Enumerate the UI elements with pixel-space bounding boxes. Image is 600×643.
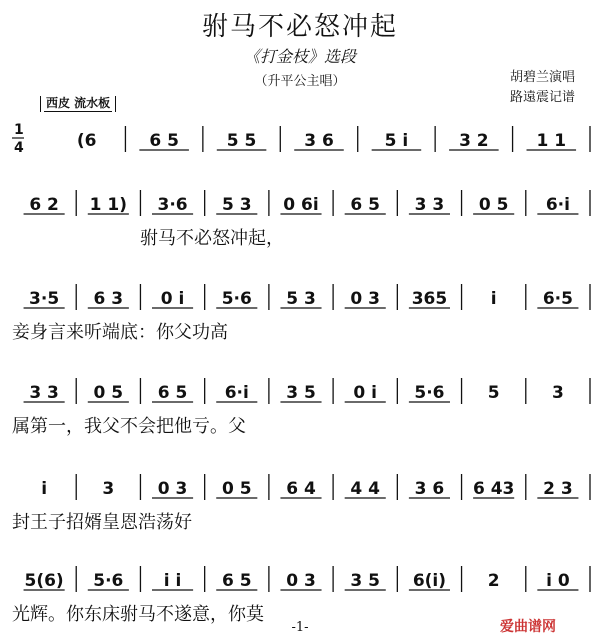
transcriber-credit: 路遠震记谱 xyxy=(510,90,576,105)
measure-notes: 5 i xyxy=(384,131,409,151)
lyric-line-5: 光辉。你东床驸马不遂意，你莫 xyxy=(12,604,264,625)
measure-notes: 6 2 xyxy=(29,195,59,215)
measure-notes: i xyxy=(490,289,497,309)
measure-notes: i i xyxy=(163,571,182,591)
measure-notes: 1 1 xyxy=(536,131,567,151)
measure-notes: 3·6 xyxy=(157,195,188,215)
measure-notes: 0 5 xyxy=(478,195,509,215)
measure-notes: 0 i xyxy=(160,289,185,309)
measure-notes: 0 i xyxy=(353,383,378,403)
lyric-line-4: 封王子招婿皇恩浩荡好 xyxy=(12,512,192,533)
measure-notes: 6 43 xyxy=(472,479,515,499)
opera-excerpt-subtitle: 《打金枝》选段 xyxy=(243,47,356,66)
measure-notes: 3 xyxy=(102,479,115,499)
measure-notes: 3 xyxy=(551,383,564,403)
site-watermark: 爱曲谱网 xyxy=(500,619,556,635)
measure-notes: 6(i) xyxy=(412,571,447,591)
measure-notes: 4 4 xyxy=(350,479,381,499)
measure-notes: 2 xyxy=(487,571,500,591)
performance-note: （升平公主唱） xyxy=(254,74,346,89)
measure-notes: 6 5 xyxy=(149,131,179,151)
lyric-line-2: 妾身言来听端底：你父功高 xyxy=(12,322,228,343)
measure-notes: 3 6 xyxy=(414,479,445,499)
measure-notes: 5 3 xyxy=(286,289,316,309)
time-signature-bottom: 4 xyxy=(14,140,24,156)
measure-notes: 6 5 xyxy=(350,195,381,215)
measure-notes: 0 6i xyxy=(283,195,319,215)
page-number: -1- xyxy=(291,620,309,635)
measure-notes: 5 5 xyxy=(226,131,257,151)
measure-notes: 3 6 xyxy=(304,131,334,151)
measure-notes: 3 3 xyxy=(29,383,59,403)
measure-notes: 6 5 xyxy=(157,383,188,403)
measure-notes: 6 5 xyxy=(221,571,252,591)
measure-notes: 6·5 xyxy=(542,289,573,309)
measure-notes: 0 5 xyxy=(221,479,252,499)
measure-notes: (6 xyxy=(76,131,97,151)
measure-notes: 5 3 xyxy=(221,195,252,215)
measure-notes: 5·6 xyxy=(221,289,252,309)
measure-notes: 3 2 xyxy=(459,131,489,151)
measure-notes: i 0 xyxy=(546,571,570,591)
measure-notes: 5 xyxy=(487,383,500,403)
measure-notes: 3 5 xyxy=(350,571,381,591)
measure-notes: 365 xyxy=(411,289,448,309)
performer-credit: 胡碧兰演唱 xyxy=(510,70,576,85)
measure-notes: 2 3 xyxy=(543,479,573,499)
measure-notes: i xyxy=(41,479,48,499)
measure-notes: 5·6 xyxy=(93,571,124,591)
measure-notes: 0 3 xyxy=(350,289,381,309)
measure-notes: 0 3 xyxy=(286,571,316,591)
measure-notes: 0 5 xyxy=(93,383,124,403)
lyric-line-1: 驸马不必怒冲起， xyxy=(140,228,284,249)
mode-tempo-label: 西皮 流水板 xyxy=(46,96,111,110)
measure-notes: 0 3 xyxy=(157,479,188,499)
measure-notes: 1 1) xyxy=(89,195,128,215)
measure-notes: 3 3 xyxy=(414,195,445,215)
time-signature-top: 1 xyxy=(14,122,24,138)
measure-notes: 5·6 xyxy=(414,383,445,403)
song-title: 驸马不必怒冲起 xyxy=(201,12,398,42)
measure-notes: 3·5 xyxy=(29,289,60,309)
measure-notes: 3 5 xyxy=(286,383,316,403)
measure-notes: 6·i xyxy=(224,383,249,403)
measure-notes: 5(6) xyxy=(24,571,64,591)
measure-notes: 6 3 xyxy=(93,289,124,309)
measure-notes: 6·i xyxy=(545,195,570,215)
measure-notes: 6 4 xyxy=(286,479,316,499)
lyric-line-3: 属第一，我父不会把他亏。父 xyxy=(12,416,246,437)
